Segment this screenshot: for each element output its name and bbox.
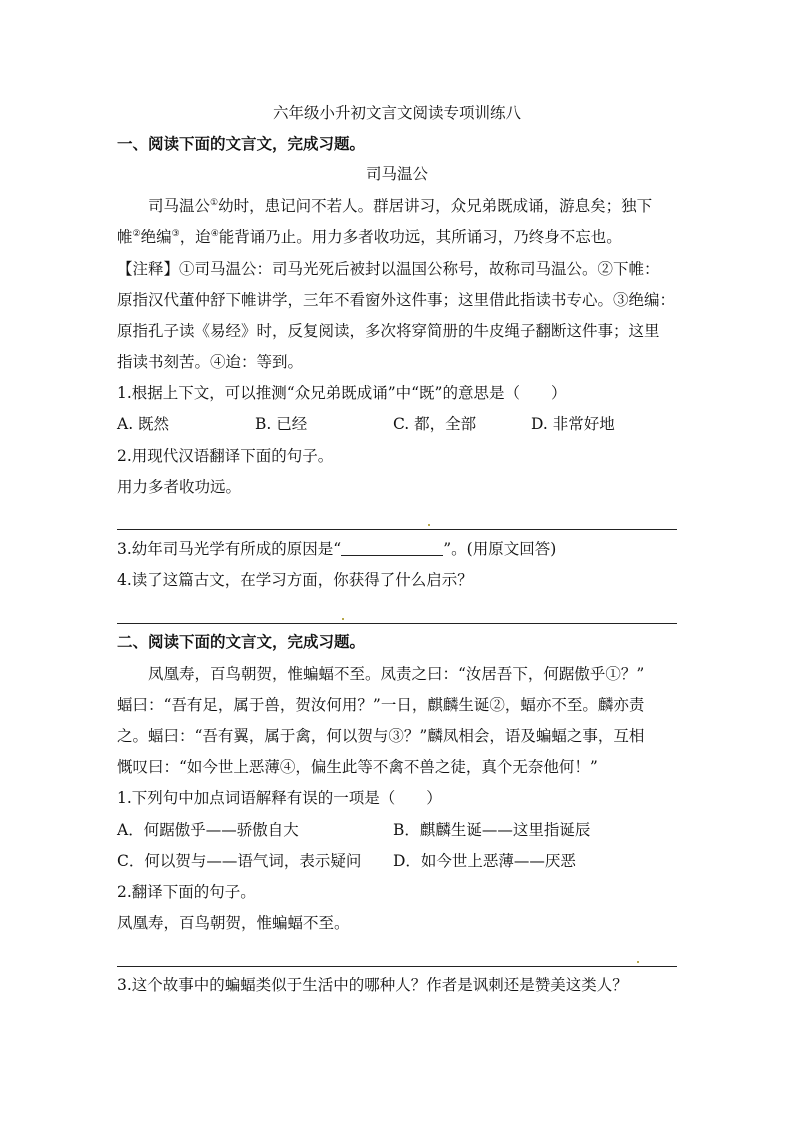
s2-q2-answer-line[interactable]	[117, 966, 677, 967]
s1-q4-answer-line[interactable]	[117, 623, 677, 624]
s1-question-3: 3.幼年司马光学有所成的原因是“ ”。(用原文回答)	[117, 540, 557, 558]
section2-heading: 二、阅读下面的文言文，完成习题。	[117, 633, 366, 651]
s2-q2-sentence: 凤凰寿，百鸟朝贺，惟蝙蝠不至。	[117, 914, 350, 932]
s1-q2-sentence: 用力多者收功远。	[117, 478, 242, 496]
passage2-line-1: 凤凰寿，百鸟朝贺，惟蝙蝠不至。凤责之曰：“汝居吾下，何踞傲乎①？”	[148, 665, 645, 683]
s1-q1-option-a: A. 既然	[117, 415, 170, 433]
passage1-line-1: 司马温公①幼时，患记问不若人。群居讲习，众兄弟既成诵，游息矣；独下	[148, 197, 653, 215]
scan-speck	[342, 618, 344, 620]
note-line-1: 【注释】①司马温公：司马光死后被封以温国公称号，故称司马温公。②下帷：	[117, 260, 660, 278]
note-line-3: 原指孔子读《易经》时，反复阅读，多次将穿简册的牛皮绳子翻断这件事；这里	[117, 322, 660, 340]
s2-q1-option-b: B．麒麟生诞——这里指诞辰	[393, 821, 591, 839]
s2-question-2: 2.翻译下面的句子。	[117, 883, 256, 901]
s1-question-4: 4.读了这篇古文，在学习方面，你获得了什么启示？	[117, 571, 473, 589]
passage1-line-2: 帷②绝编③，迨④能背诵乃止。用力多者收功远，其所诵习，乃终身不忘也。	[117, 228, 622, 246]
note-line-4: 指读书刻苦。④迨：等到。	[117, 353, 304, 371]
s1-question-2: 2.用现代汉语翻译下面的句子。	[117, 447, 334, 465]
s1-q3-blank[interactable]	[341, 540, 443, 556]
s2-question-1: 1.下列句中加点词语解释有误的一项是（ ）	[117, 789, 442, 807]
document-title: 六年级小升初文言文阅读专项训练八	[272, 104, 521, 122]
passage2-line-4: 慨叹曰：“如今世上恶薄④，偏生此等不禽不兽之徒，真个无奈他何！”	[117, 758, 598, 776]
s2-q1-option-a: A．何踞傲乎——骄傲自大	[117, 821, 299, 839]
s1-question-1: 1.根据上下文，可以推测“众兄弟既成诵”中“既”的意思是（ ）	[117, 384, 567, 402]
s1-q1-option-c: C. 都，全部	[393, 415, 477, 433]
scan-speck	[428, 524, 430, 526]
s2-q1-option-c: C．何以贺与——语气词，表示疑问	[117, 852, 362, 870]
s1-q2-answer-line[interactable]	[117, 529, 677, 530]
section1-heading: 一、阅读下面的文言文，完成习题。	[117, 135, 366, 153]
scan-speck	[637, 961, 639, 963]
note-line-2: 原指汉代董仲舒下帷讲学，三年不看窗外这件事；这里借此指读书专心。③绝编：	[117, 291, 676, 309]
passage2-line-3: 之。蝠曰：“吾有翼，属于禽，何以贺与③？”麟凤相会，语及蝙蝠之事，互相	[117, 727, 645, 745]
passage2-line-2: 蝠曰：“吾有足，属于兽，贺汝何用？”一日，麒麟生诞②，蝠亦不至。麟亦责	[117, 696, 645, 714]
s2-question-3: 3.这个故事中的蝙蝠类似于生活中的哪种人？作者是讽刺还是赞美这类人？	[117, 976, 628, 994]
s1-q1-option-d: D. 非常好地	[531, 415, 615, 433]
passage1-title: 司马温公	[365, 165, 428, 183]
s2-q1-option-d: D．如今世上恶薄——厌恶	[393, 852, 576, 870]
s1-q1-option-b: B. 已经	[255, 415, 308, 433]
